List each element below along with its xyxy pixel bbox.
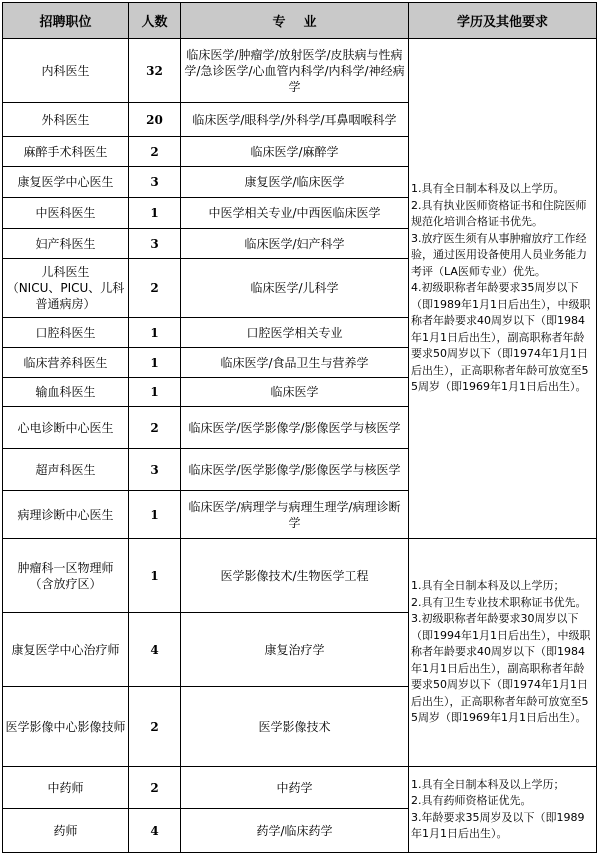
- requirements-cell-technicians: [409, 539, 597, 767]
- position-cell: 输血科医生: [3, 378, 129, 407]
- major-cell: 临床医学/妇产科学: [181, 229, 409, 259]
- count-cell: 2: [129, 767, 181, 809]
- major-cell: 医学影像技术/生物医学工程: [181, 539, 409, 613]
- requirement-line: 3.放疗医生须有从事肿瘤放疗工作经验，通过医用设备使用人员业务能力考评（LA医师专业）优先。: [411, 231, 587, 278]
- requirement-line: 4.初级职称者年龄要求35周岁以下（即1989年1月1日后出生），中级职称者年龄要求40周岁以下（即1984年1月1日后出生），副高职称者年龄要求50周岁以下（即1974年1月1日后出生），正高职称者年龄可放宽至55周岁（即1969年1月1日后出生）。: [411, 281, 591, 394]
- requirement-line: 3.初级职称者年龄要求30周岁以下（即1994年1月1日后出生），中级职称者年龄要求40周岁以下（即1984年1月1日后出生），副高职称者年龄要求50周岁以下（即1974年1月1日后出生），正高职称者年龄可放宽至55周岁（即1969年1月1日后出生）。: [411, 612, 591, 725]
- count-cell: 1: [129, 378, 181, 407]
- requirement-line: 3.年龄要求35周岁及以下（即1989年1月1日后出生）。: [411, 810, 585, 840]
- requirement-line: 1.具有全日制本科及以上学历；: [411, 579, 565, 593]
- position-cell: 超声科医生: [3, 449, 129, 491]
- table-row: [3, 39, 597, 103]
- position-cell: 口腔科医生: [3, 318, 129, 348]
- position-cell: 康复医学中心医生: [3, 167, 129, 198]
- header-position: 招聘职位: [3, 3, 129, 39]
- count-cell: 1: [129, 318, 181, 348]
- count-cell: 4: [129, 809, 181, 853]
- count-cell: 2: [129, 259, 181, 318]
- count-cell: 1: [129, 539, 181, 613]
- major-cell: 临床医学/病理学与病理生理学/病理诊断学: [181, 491, 409, 539]
- count-cell: 2: [129, 687, 181, 767]
- position-cell: 麻醉手术科医生: [3, 137, 129, 167]
- position-cell: 病理诊断中心医生: [3, 491, 129, 539]
- requirement-line: 2.具有卫生专业技术职称证书优先。: [411, 595, 587, 609]
- major-cell: 医学影像技术: [181, 687, 409, 767]
- count-cell: 3: [129, 167, 181, 198]
- position-cell: 肿瘤科一区物理师 （含放疗区）: [3, 539, 129, 613]
- header-requirements: 学历及其他要求: [409, 3, 597, 39]
- major-cell: 康复医学/临床医学: [181, 167, 409, 198]
- major-cell: 临床医学/眼科学/外科学/耳鼻咽喉科学: [181, 103, 409, 137]
- position-cell: 医学影像中心影像技师: [3, 687, 129, 767]
- header-count: 人数: [129, 3, 181, 39]
- position-cell: 妇产科医生: [3, 229, 129, 259]
- major-cell: 临床医学/食品卫生与营养学: [181, 348, 409, 378]
- position-cell: 中医科医生: [3, 198, 129, 229]
- major-cell: 药学/临床药学: [181, 809, 409, 853]
- position-cell: 内科医生: [3, 39, 129, 103]
- major-cell: 中药学: [181, 767, 409, 809]
- requirement-line: 2.具有执业医师资格证书和住院医师规范化培训合格证书优先。: [411, 198, 587, 229]
- position-cell: 药师: [3, 809, 129, 853]
- header-major: 专 业: [181, 3, 409, 39]
- count-cell: 3: [129, 449, 181, 491]
- count-cell: 1: [129, 348, 181, 378]
- requirement-line: 1.具有全日制本科及以上学历。: [411, 182, 565, 196]
- major-cell: 临床医学: [181, 378, 409, 407]
- table-row: [3, 767, 597, 809]
- position-cell: 心电诊断中心医生: [3, 407, 129, 449]
- requirement-line: 2.具有药师资格证优先。: [411, 794, 532, 807]
- count-cell: 3: [129, 229, 181, 259]
- table-header-row: [3, 3, 597, 39]
- major-cell: 临床医学/医学影像学/影像医学与核医学: [181, 449, 409, 491]
- major-cell: 临床医学/医学影像学/影像医学与核医学: [181, 407, 409, 449]
- major-cell: 中医学相关专业/中西医临床医学: [181, 198, 409, 229]
- major-cell: 康复治疗学: [181, 613, 409, 687]
- count-cell: 2: [129, 407, 181, 449]
- count-cell: 32: [129, 39, 181, 103]
- recruitment-table: [2, 2, 597, 853]
- requirements-cell-pharmacists: [409, 767, 597, 853]
- position-cell: 康复医学中心治疗师: [3, 613, 129, 687]
- major-cell: 临床医学/肿瘤学/放射医学/皮肤病与性病学/急诊医学/心血管内科学/内科学/神经病学: [181, 39, 409, 103]
- position-cell: 中药师: [3, 767, 129, 809]
- position-cell: 儿科医生 （NICU、PICU、儿科普通病房）: [3, 259, 129, 318]
- major-cell: 临床医学/儿科学: [181, 259, 409, 318]
- position-cell: 外科医生: [3, 103, 129, 137]
- count-cell: 2: [129, 137, 181, 167]
- count-cell: 1: [129, 491, 181, 539]
- position-cell: 临床营养科医生: [3, 348, 129, 378]
- major-cell: 口腔医学相关专业: [181, 318, 409, 348]
- major-cell: 临床医学/麻醉学: [181, 137, 409, 167]
- table-row: [3, 539, 597, 613]
- requirement-line: 1.具有全日制本科及以上学历；: [411, 777, 565, 791]
- count-cell: 1: [129, 198, 181, 229]
- requirements-cell-doctors: [409, 39, 597, 539]
- count-cell: 20: [129, 103, 181, 137]
- count-cell: 4: [129, 613, 181, 687]
